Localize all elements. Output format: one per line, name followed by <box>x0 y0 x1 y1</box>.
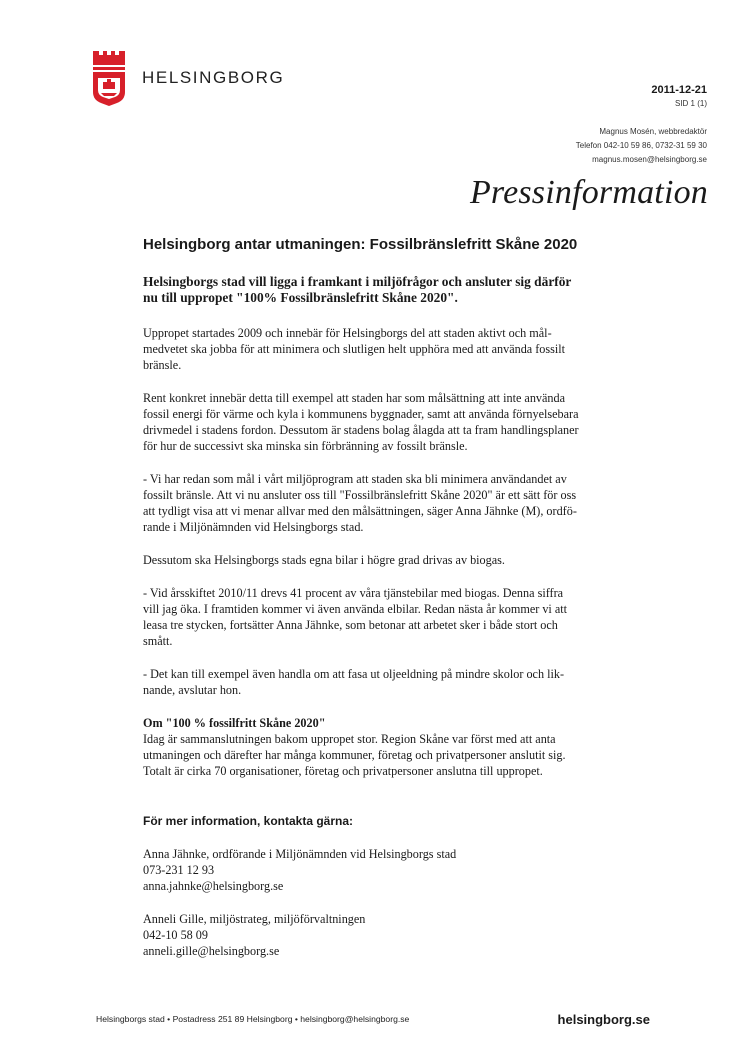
paragraph <box>143 325 603 373</box>
contact-person-name: Anneli Gille, miljöstrateg, miljöförvaltningen <box>143 912 366 926</box>
document-date: 2011-12-21 <box>651 84 707 96</box>
contact-person <box>143 911 603 959</box>
contact-person <box>143 846 603 894</box>
paragraph <box>143 471 603 535</box>
paragraph-line: vill jag öka. I framtiden kommer vi även använda elbilar. Redan nästa år kommer vi att <box>143 602 568 617</box>
about-line: Totalt är cirka 70 organisationer, företag och privatpersoner anslutna till uppropet. <box>143 764 543 779</box>
paragraph-line: Uppropet startades 2009 och innebär för Helsingborgs del att staden aktivt och mål- <box>143 326 552 340</box>
paragraph-line: fossil energi för värme och kyla i kommunens byggnader, samt att använda förnyelsebara <box>143 407 579 422</box>
paragraph <box>143 585 603 649</box>
paragraph-line: - Det kan till exempel även handla om att fasa ut oljeeldning på mindre skolor och lik- <box>143 667 565 681</box>
paragraph-line: för hur de successivt ska minska sin förbränning av fossilt bränsle. <box>143 439 468 454</box>
contact-email: magnus.mosen@helsingborg.se <box>592 155 707 164</box>
paragraph <box>143 552 603 568</box>
paragraph-line: drivmedel i stadens fordon. Dessutom är stadens bolag ålagda att ta fram handlingsplaner <box>143 423 579 438</box>
about-heading: Om "100 % fossilfritt Skåne 2020" <box>143 716 326 730</box>
paragraph-line: Dessutom ska Helsingborgs stads egna bilar i högre grad drivas av biogas. <box>143 553 505 567</box>
footer-address: Helsingborgs stad • Postadress 251 89 Helsingborg • helsingborg@helsingborg.se <box>96 1014 410 1024</box>
ingress-line: nu till uppropet "100% Fossilbränslefritt Skåne 2020". <box>143 290 458 305</box>
contacts-heading: För mer information, kontakta gärna: <box>143 814 354 828</box>
paragraph-line: bränsle. <box>143 358 182 373</box>
contact-person-email[interactable]: anna.jahnke@helsingborg.se <box>143 879 284 894</box>
document-type-title: Pressinformation <box>469 174 708 211</box>
paragraph-line: fossilt bränsle. Att vi nu ansluter oss till "Fossilbränslefritt Skåne 2020" är ett sätt för oss <box>143 488 577 503</box>
page-number: SID 1 (1) <box>674 99 707 108</box>
contact-phone: Telefon 042-10 59 86, 0732-31 59 30 <box>575 141 707 150</box>
paragraph-line: rande i Miljönämnden vid Helsingborgs stad. <box>143 520 364 535</box>
paragraph-line: att tydligt visa att vi menar allvar med den målsättningen, säger Anna Jähnke (M), ordfö- <box>143 504 577 519</box>
footer-website-link[interactable]: helsingborg.se <box>557 1012 650 1027</box>
about-line: Idag är sammanslutningen bakom uppropet stor. Region Skåne var först med att anta <box>143 732 556 747</box>
ingress-line: Helsingborgs stad vill ligga i framkant i miljöfrågor och ansluter sig därför <box>143 274 572 289</box>
brand-name: HELSINGBORG <box>142 68 285 87</box>
contact-person-phone: 042-10 58 09 <box>143 928 208 943</box>
contact-person-email[interactable]: anneli.gille@helsingborg.se <box>143 944 280 959</box>
paragraph-line: leasa tre stycken, fortsätter Anna Jähnke, som betonar att arbetet sker i både stort och <box>143 618 558 633</box>
contact-person-phone: 073-231 12 93 <box>143 863 215 878</box>
paragraph-line: nande, avslutar hon. <box>143 683 242 698</box>
paragraph-line: - Vi har redan som mål i vårt miljöprogram att staden ska bli minimera användandet av <box>143 472 567 486</box>
about-line: utmaningen och därefter har många kommuner, företag och privatpersoner anslutit sig. <box>143 748 566 763</box>
paragraph-line: smått. <box>143 634 173 649</box>
paragraph-line: medvetet ska jobba för att minimera och slutligen helt upphöra med att använda fossilt <box>143 342 566 357</box>
paragraph <box>143 666 603 698</box>
paragraph <box>143 390 603 454</box>
article-headline: Helsingborg antar utmaningen: Fossilbränslefritt Skåne 2020 <box>143 236 578 253</box>
contact-name: Magnus Mosén, webbredaktör <box>599 127 707 136</box>
about-section <box>143 715 603 779</box>
paragraph-line: - Vid årsskiftet 2010/11 drevs 41 procent av våra tjänstebilar med biogas. Denna siffra <box>143 586 564 600</box>
helsingborg-crest-icon <box>91 49 127 107</box>
contact-person-name: Anna Jähnke, ordförande i Miljönämnden vid Helsingborgs stad <box>143 847 457 861</box>
article-ingress <box>143 274 613 306</box>
paragraph-line: Rent konkret innebär detta till exempel att staden har som målsättning att inte använda <box>143 391 566 405</box>
